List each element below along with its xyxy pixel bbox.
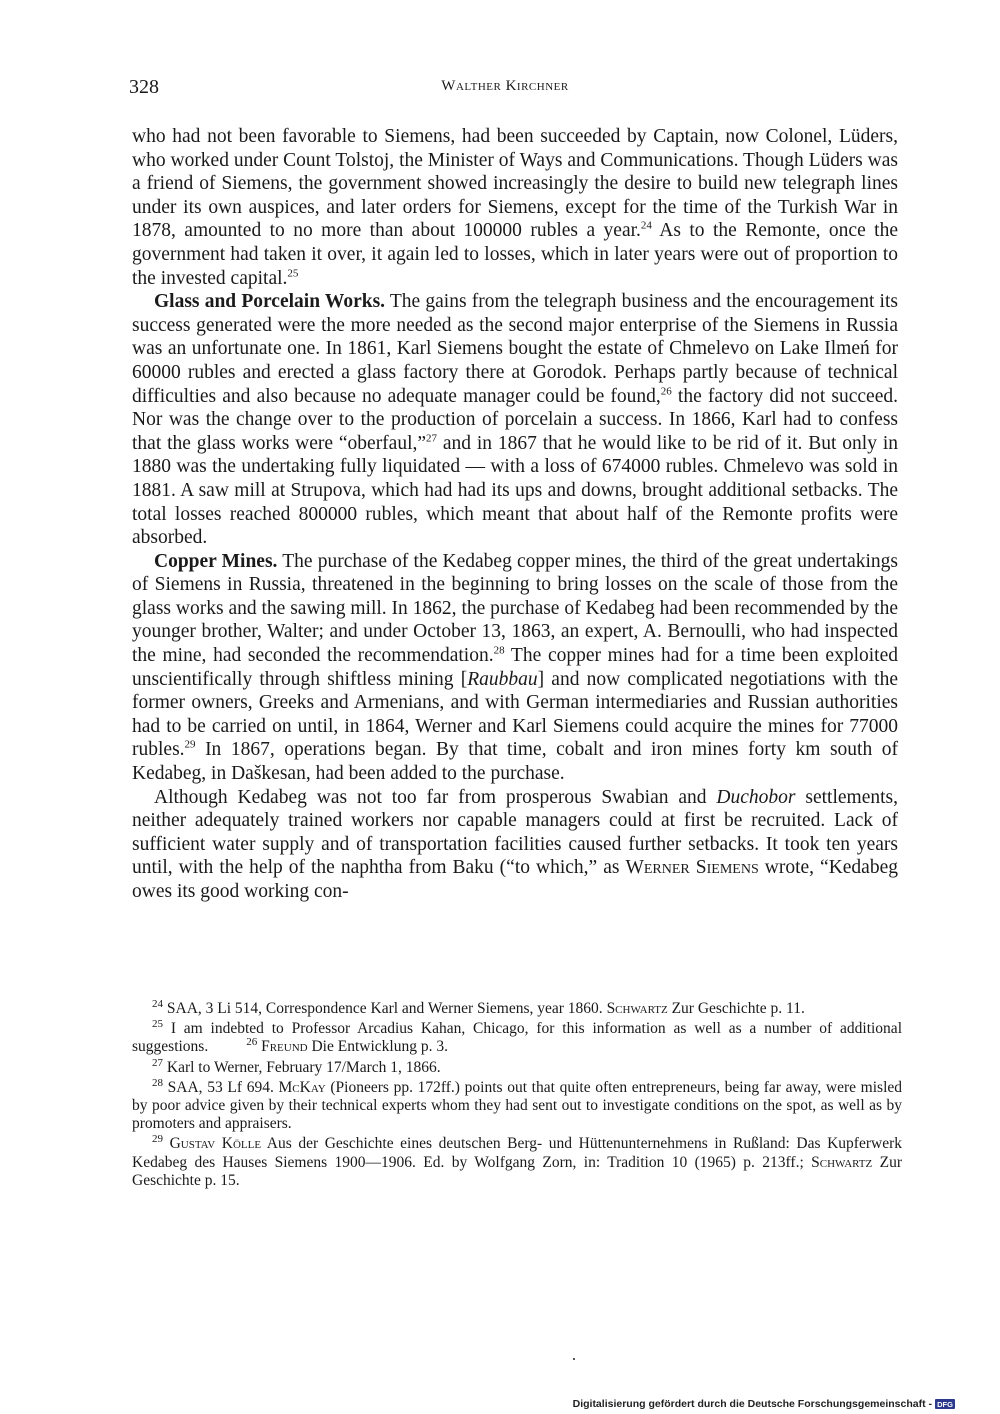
footnotes: [132, 997, 902, 1192]
credit-text: Digitalisierung gefördert durch die Deutsche Forschungsgemeinschaft -: [572, 1398, 932, 1410]
paragraph-4: Although Kedabeg was not too far from prosperous Swabian and Duchobor settlements, neither adequately trained workers nor capable managers could at first be recruited. Lack of sufficient water supply and of transportation facilities caused further setbacks. It took ten years until, with the help of the naphtha from Baku (“to which,” as Werner Siemens wrote, “Kedabeg owes its good working con-: [132, 786, 898, 902]
footnote-ref-25: 25: [287, 267, 299, 280]
scan-speck: [573, 1358, 575, 1360]
footnote-ref-28: 28: [493, 644, 505, 657]
dfg-logo-icon: DFG: [935, 1399, 955, 1409]
footnote-26: $^{26}$ Freund Die Entwicklung p. 3.: [246, 1036, 448, 1056]
footnote-ref-26: 26: [660, 385, 672, 398]
footnote-ref-27: 27: [426, 432, 438, 445]
footnote-27: $^{27}$ Karl to Werner, February 17/March 1, 1866.: [152, 1056, 441, 1076]
footnote-ref-29: 29: [184, 738, 196, 751]
running-head: Walther Kirchner: [441, 78, 569, 94]
paragraph-2: Glass and Porcelain Works. The gains from the telegraph business and the encouragement its success generated were the more needed as the second major enterprise of the Siemens in Russia was an unfortunate one. In 1861, Karl Siemens bought the estate of Chmelevo on Lake Ilmeń for 60000 rubles and erected a glass factory there at Gorodok. Perhaps partly because of technical difficulties and also because no adequate manager could be found,$^{26}$ the factory did not succeed. Nor was the change over to the production of porcelain a success. In 1866, Karl had to confess that the glass works were “oberfaul,”$^{27}$ and in 1867 that he would like to be rid of it. But only in 1880 was the undertaking fully liquidated — with a loss of 674000 rubles. Chmelevo was sold in 1881. A saw mill at Strupova, which had had its ups and downs, brought additional setbacks. The total losses reached 800000 rubles, which meant that about half of the Remonte profits were absorbed.: [132, 291, 898, 549]
section-heading-glass: Glass and Porcelain Works.: [154, 291, 386, 313]
footnote-24: $^{24}$ SAA, 3 Li 514, Correspondence Karl and Werner Siemens, year 1860. Schwartz Zur Geschichte p. 11.: [152, 997, 805, 1017]
digitization-credit: [573, 1398, 955, 1410]
footnote-ref-24: 24: [640, 219, 652, 232]
section-heading-copper: Copper Mines.: [154, 550, 278, 572]
paragraph-3: Copper Mines. The purchase of the Kedabeg copper mines, the third of the great undertakings of Siemens in Russia, threatened in the beginning to bring losses on the scale of those from the glass works and the sawing mill. In 1862, the purchase of Kedabeg had been recommended by the younger brother, Walter; and under October 13, 1863, an expert, A. Bernoulli, who had inspected the mine, had seconded the recommendation.$^{28}$ The copper mines had for a time been exploited unscientifically through shiftless mining [Raubbau] and now complicated negotiations with the former owners, Greeks and Armenians, and with German intermediaries and Russian authorities had to be carried on until, in 1864, Werner and Karl Siemens could acquire the mines for 77000 rubles.$^{29}$ In 1867, operations began. By that time, cobalt and iron mines forty km south of Kedabeg, in Daškesan, had been added to the purchase.: [132, 550, 898, 785]
footnote-28: $^{28}$ SAA, 53 Lf 694. McKay (Pioneers pp. 172ff.) points out that quite often entrepreneurs, being far away, were misled by poor advice given by their technical experts whom they had sent out to investigate conditions on the spot, as well as by promoters and appraisers.: [132, 1076, 902, 1133]
paragraph-1: who had not been favorable to Siemens, had been succeeded by Captain, now Colonel, Lüders, who worked under Count Tolstoj, the Minister of Ways and Communications. Though Lüders was a friend of Siemens, the government showed increasingly the desire to build new telegraph lines under its own auspices, and later orders for Siemens, except for the time of the Turkish War in 1878, amounted to no more than about 100000 rubles a year.$^{24}$ As to the Remonte, once the government had taken it over, it again led to losses, which in later years were out of proportion to the invested capital.$^{25}$: [132, 126, 898, 289]
body-text: [132, 125, 898, 904]
page-number: 328: [129, 76, 159, 98]
footnote-25: $^{25}$ I am indebted to Professor Arcadius Kahan, Chicago, for this information as well as a number of additional suggestions. $^{26}$ Freund Die Entwicklung p. 3.: [132, 1018, 902, 1056]
footnote-29: $^{29}$ Gustav Kölle Aus der Geschichte eines deutschen Berg- und Hüttenunternehmens in Rußland: Das Kupferwerk Kedabeg des Hauses Siemens 1900—1906. Ed. by Wolfgang Zorn, in: Tradition 10 (1965) p. 213ff.; Schwartz Zur Geschichte p. 15.: [132, 1133, 902, 1189]
